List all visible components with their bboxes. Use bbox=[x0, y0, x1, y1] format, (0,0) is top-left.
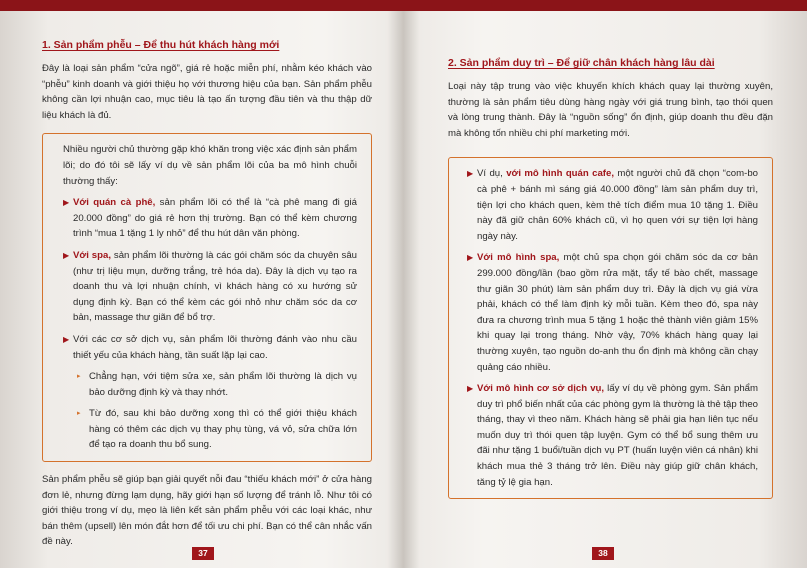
sub-bullet-repair-shop bbox=[63, 369, 357, 400]
top-color-bar bbox=[0, 0, 807, 11]
triangle-right-icon: ▶ bbox=[467, 384, 474, 394]
page-number-right: 38 bbox=[592, 547, 614, 560]
bullet-text: Với các cơ sở dịch vụ, sản phẩm lõi thường đánh vào nhu cầu thiết yếu của khách hàng, tần suất lặp lại cao. bbox=[73, 333, 357, 361]
bullet-lead: với mô hình quán cafe, bbox=[506, 168, 614, 180]
bullet-pre: Ví dụ, bbox=[477, 168, 507, 180]
bullet-gym-model bbox=[467, 381, 758, 490]
small-triangle-icon: ▸ bbox=[77, 410, 81, 418]
right-intro-paragraph: Loại này tập trung vào việc khuyến khích khách quay lại thường xuyên, thường là sản phẩm tiêu dùng hàng ngày với giá trung bình, tạo thói quen và lòng trung thành. Đây là “nguồn sống” ổn định, giúp doanh thu đều đặn mà không tốn nhiều chi phí marketing mới. bbox=[448, 81, 773, 139]
bullet-lead: Với mô hình spa, bbox=[477, 252, 560, 264]
bullet-text: lấy ví dụ về phòng gym. Sản phẩm duy trì phổ biến nhất của các phòng gym là thường là thẻ tập theo tháng, thay vì theo năm. Khách hàng sẽ phải gia hạn liên tục nếu muốn duy trì thói quen tập luyện. Gym có thể bổ sung thêm ưu đãi như tặng 1 buổi/tuần dịch vụ PT (huấn luyện viên cá nhân) khi khách mua thẻ 3 tháng trở lên. Điều này giúp giữ chân khách, tăng tỷ lệ gia hạn. bbox=[477, 383, 758, 488]
bullet-lead: Với spa, bbox=[73, 249, 111, 261]
bullet-service bbox=[63, 332, 357, 363]
triangle-right-icon: ▶ bbox=[467, 253, 474, 263]
core-product-examples-box bbox=[42, 133, 372, 462]
bullet-text: một chủ spa chọn gói chăm sóc da cơ bản 299.000 đồng/lần (bao gồm rửa mặt, tẩy tế bào chết, massage thư giãn 30 phút) làm sản phẩm duy trì. Đây là dịch vụ giá vừa phải, khách có thể làm định kỳ mỗi tuần. Kèm theo đó, spa này đưa ra chương trình mua 5 tặng 1 hoặc thẻ thành viên giảm 15% khi quay lại trong tháng. Nhờ vậy, 70% khách hàng quay lại thường xuyên, tạo nguồn do-anh thu ổn định mà không cần chạy quảng cáo nhiều. bbox=[477, 252, 758, 373]
right-page bbox=[406, 11, 807, 568]
right-page-heading: 2. Sản phẩm duy trì – Để giữ chân khách hàng lâu dài bbox=[448, 57, 715, 69]
left-outro-paragraph: Sản phẩm phễu sẽ giúp bạn giải quyết nỗi đau “thiếu khách mới” ở cửa hàng đơn lẻ, nhưng đừng lạm dụng, hãy giới hạn số lượng để tránh lỗ. Như tôi có giới thiệu trong ví dụ, mẹo là liên kết sản phẩm phễu với các loại khác, như bán thêm (upsell) lên món đắt hơn để tối ưu chi phí. Bạn có thể cân nhắc vấn đề này. bbox=[42, 474, 372, 548]
bullet-lead: Với mô hình cơ sở dịch vụ, bbox=[477, 383, 605, 395]
triangle-right-icon: ▶ bbox=[467, 169, 474, 179]
bullet-cafe-model bbox=[467, 166, 758, 244]
sub-bullet-text: Chẳng hạn, với tiệm sửa xe, sản phẩm lõi thường là dịch vụ bảo dưỡng định kỳ và thay nhớt. bbox=[89, 371, 357, 398]
page-number-left: 37 bbox=[192, 547, 214, 560]
triangle-right-icon: ▶ bbox=[63, 198, 70, 208]
left-intro-paragraph: Đây là loại sản phẩm “cửa ngõ”, giá rẻ hoặc miễn phí, nhằm kéo khách vào “phễu” kinh doanh và giới thiệu họ với thương hiệu của bạn. Sản phẩm phễu không cần lợi nhuận cao, mục tiêu là tạo ấn tượng đầu tiên và thu thập dữ liệu khách là đủ. bbox=[42, 63, 372, 121]
left-page-heading: 1. Sản phẩm phễu – Để thu hút khách hàng mới bbox=[42, 39, 280, 51]
sub-bullet-text: Từ đó, sau khi bảo dưỡng xong thì có thể giới thiệu khách hàng có thêm các dịch vụ thay phụ tùng, vá vỏ, sửa chữa lớn để tạo ra doanh thu bổ sung. bbox=[89, 408, 357, 451]
bullet-text: sản phẩm lõi có thể là “cà phê mang đi giá 20.000 đồng” do giá rẻ hơn thị trường. Bạn có thể kèm chương trình “mua 1 tặng 1 ly nhỏ” để thu hút dân văn phòng. bbox=[73, 197, 357, 240]
bullet-text: một người chủ đã chọn “com-bo cà phê + bánh mì sáng giá 40.000 đồng” làm sản phẩm duy trì, tiện lợi cho khách quen, kèm thẻ tích điểm mua 10 tặng 1. Điều này đã giữ chân 60% khách cũ, vì họ quen với sự tiện lợi hàng ngày này. bbox=[477, 168, 758, 242]
triangle-right-icon: ▶ bbox=[63, 250, 70, 260]
bullet-spa-model bbox=[467, 250, 758, 375]
bullet-text: sản phẩm lõi thường là các gói chăm sóc da chuyên sâu (như trị liệu mụn, dưỡng trắng, trẻ hóa da). Đây là dịch vụ tạo ra doanh thu và lợi nhuận chính, vì khách hàng có xu hướng sử dụng định kỳ. Bạn có thể kèm các gói nhỏ như chăm sóc da cơ bản, massage thư giãn để bổ trợ. bbox=[73, 249, 357, 324]
box-intro-paragraph: Nhiều người chủ thường gặp khó khăn trong việc xác định sản phẩm lõi; do đó tôi sẽ lấy ví dụ về sản phẩm lõi của ba mô hình chuỗi thường thấy: bbox=[63, 144, 357, 187]
bullet-spa bbox=[63, 248, 357, 326]
triangle-right-icon: ▶ bbox=[63, 334, 70, 344]
bullet-lead: Với quán cà phê, bbox=[73, 197, 156, 209]
small-triangle-icon: ▸ bbox=[77, 373, 81, 381]
sub-bullet-upsell bbox=[63, 406, 357, 453]
left-page bbox=[0, 11, 402, 568]
retention-product-examples-box bbox=[448, 157, 773, 499]
bullet-coffee-shop bbox=[63, 195, 357, 242]
